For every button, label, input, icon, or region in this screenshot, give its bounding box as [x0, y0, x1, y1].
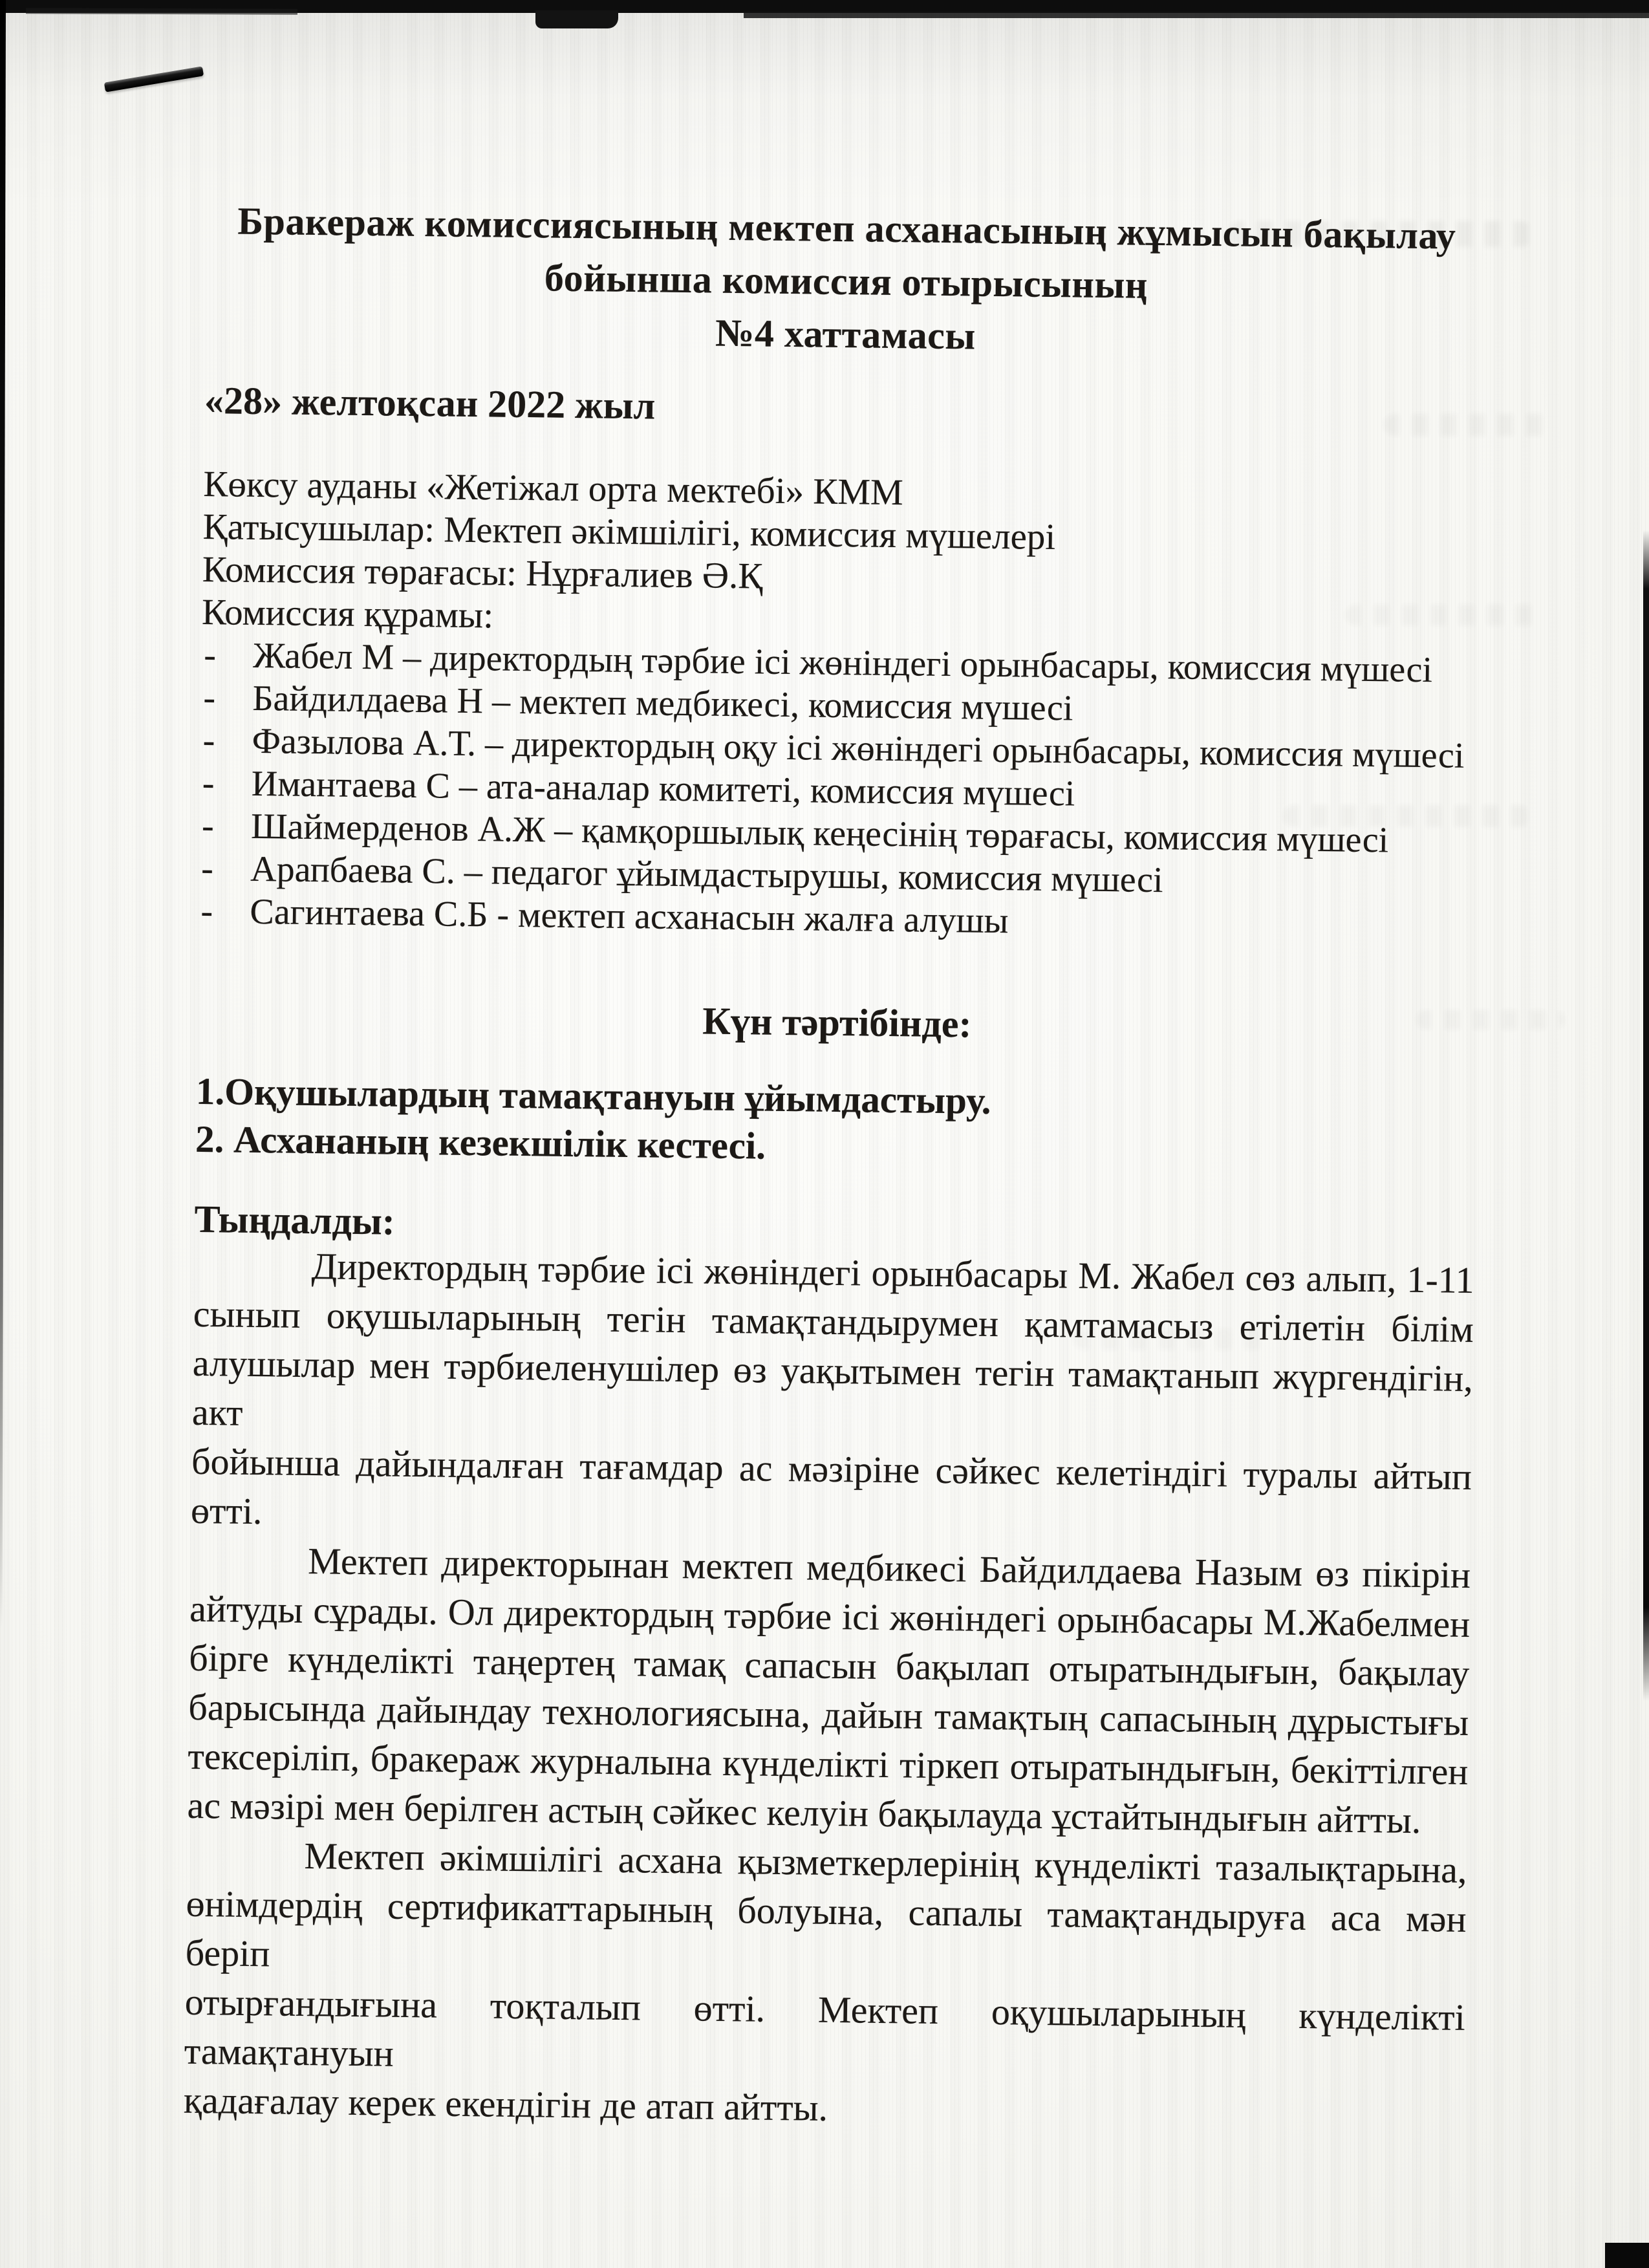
document-title-line-1: Бракераж комиссиясының мектеп асханасының жұмысын бақылау	[237, 199, 1456, 257]
agenda-items	[195, 1067, 1477, 1178]
paragraph-line: сынып оқушыларының тегін тамақтандырумен қамтамасыз етілетін білім	[193, 1292, 1474, 1351]
commission-members-list	[198, 634, 1482, 948]
paragraph-line: қадағалау керек екендігін де атап айтты.	[183, 2079, 828, 2129]
paragraph-line: Мектеп әкімшілігі асхана қызметкерлерінің күнделікті тазалықтарына,	[304, 1835, 1467, 1891]
paragraph-line: ас мәзірі мен берілген астың сәйкес келуін бақылауда ұстайтындығын айтты.	[187, 1784, 1421, 1842]
paragraph-line: бірге күнделікті таңертең тамақ сапасын бақылап отыратындығын, бақылау	[188, 1636, 1470, 1695]
commission-member-text: Фазылова А.Т. – директордың оқу ісі жөніндегі орынбасары, комиссия мүшесі	[252, 720, 1465, 776]
list-dash-marker: -	[200, 848, 214, 889]
scanner-top-edge-line-right	[744, 12, 1649, 18]
composition-label: Комиссия құрамы:	[201, 591, 494, 636]
paragraph-line: өнімдердің сертификаттарының болуына, сапалы тамақтандыруға аса мән беріп	[185, 1882, 1467, 1975]
commission-member-text: Арапбаева С. – педагог ұйымдастырушы, комиссия мүшесі	[250, 848, 1163, 901]
list-dash-marker: -	[200, 891, 213, 932]
commission-member-text: Имантаева С – ата-аналар комитеті, комиссия мүшесі	[251, 763, 1075, 814]
list-dash-marker: -	[203, 634, 217, 676]
scanner-bottom-right-mark	[1605, 2243, 1649, 2268]
agenda-item-1: 1.Оқушылардың тамақтануын ұйымдастыру.	[195, 1069, 991, 1122]
paragraph-line: тексеріліп, бракераж журналына күнделікті тіркеп отыратындығын, бекіттілген	[188, 1734, 1469, 1793]
document-date: «28» желтоқсан 2022 жыл	[204, 378, 656, 427]
organization-line: Көксу ауданы «Жетіжал орта мектебі» КММ	[203, 463, 904, 513]
agenda-item-2: 2. Асхананың кезекшілік кестесі.	[195, 1117, 766, 1167]
document-intro	[202, 463, 1484, 649]
pen-stroke-artifact	[104, 66, 204, 92]
paragraph-line: Директордың тәрбие ісі жөніндегі орынбасары М. Жабел сөз алып, 1-11	[311, 1245, 1475, 1302]
participants-line: Қатысушылар: Мектеп әкімшілігі, комиссия мүшелері	[202, 506, 1056, 558]
list-dash-marker: -	[201, 805, 215, 847]
commission-member-text: Байдилдаева Н – мектеп медбикесі, комиссия мүшесі	[252, 678, 1073, 729]
paragraph-line: айтуды сұрады. Ол директордың тәрбие ісі жөніндегі орынбасары М.Жабелмен	[189, 1587, 1471, 1646]
paragraph-line: бойынша дайындалған тағамдар ас мәзіріне сәйкес келетіндігі туралы айтып өтті.	[190, 1440, 1472, 1533]
minutes-paragraphs	[184, 1240, 1475, 2141]
document-body	[184, 194, 1487, 2141]
scanner-top-edge-blob	[535, 10, 618, 28]
heard-heading: Тыңдалды:	[194, 1197, 396, 1243]
document-title-line-3: №4 хаттамасы	[715, 311, 976, 358]
document-title-line-2: бойынша комиссия отырысының	[544, 256, 1148, 307]
paragraph-2	[187, 1535, 1471, 1846]
paragraph-line: Мектеп директорынан мектеп медбикесі Байдилдаева Назым өз пікірін	[307, 1540, 1471, 1597]
commission-member-text: Шаймерденов А.Ж – қамқоршылық кеңесінің төрағасы, комиссия мүшесі	[250, 806, 1389, 861]
paragraph-line: алушылар мен тәрбиеленушілер өз уақытымен тегін тамақтанып жүргендігін, акт	[191, 1341, 1474, 1434]
commission-member-text: Сагинтаева С.Б - мектеп асханасын жалға алушы	[250, 891, 1009, 942]
list-dash-marker: -	[202, 762, 215, 804]
paragraph-1	[191, 1240, 1474, 1551]
paragraph-line: отырғандығына тоқталып өтті. Мектеп оқушыларының күнделікті тамақтануын	[184, 1980, 1466, 2075]
scanner-left-edge-line	[0, 0, 6, 1630]
agenda-heading: Күн тәртібінде:	[702, 999, 972, 1046]
commission-member-text: Жабел М – директордың тәрбие ісі жөніндегі орынбасары, комиссия мүшесі	[252, 635, 1433, 691]
document-title	[205, 194, 1487, 369]
paragraph-line: барысында дайындау технологиясына, дайын тамақтың сапасының дұрыстығы	[188, 1685, 1469, 1744]
paragraph-3	[184, 1830, 1467, 2141]
scanner-top-edge-line-left	[26, 8, 297, 14]
scanner-right-edge-line	[1643, 530, 1649, 1701]
chairman-line: Комиссия төрағасы: Нұрғалиев Ә.Қ	[202, 548, 763, 597]
list-dash-marker: -	[203, 677, 216, 718]
list-dash-marker: -	[202, 720, 215, 761]
